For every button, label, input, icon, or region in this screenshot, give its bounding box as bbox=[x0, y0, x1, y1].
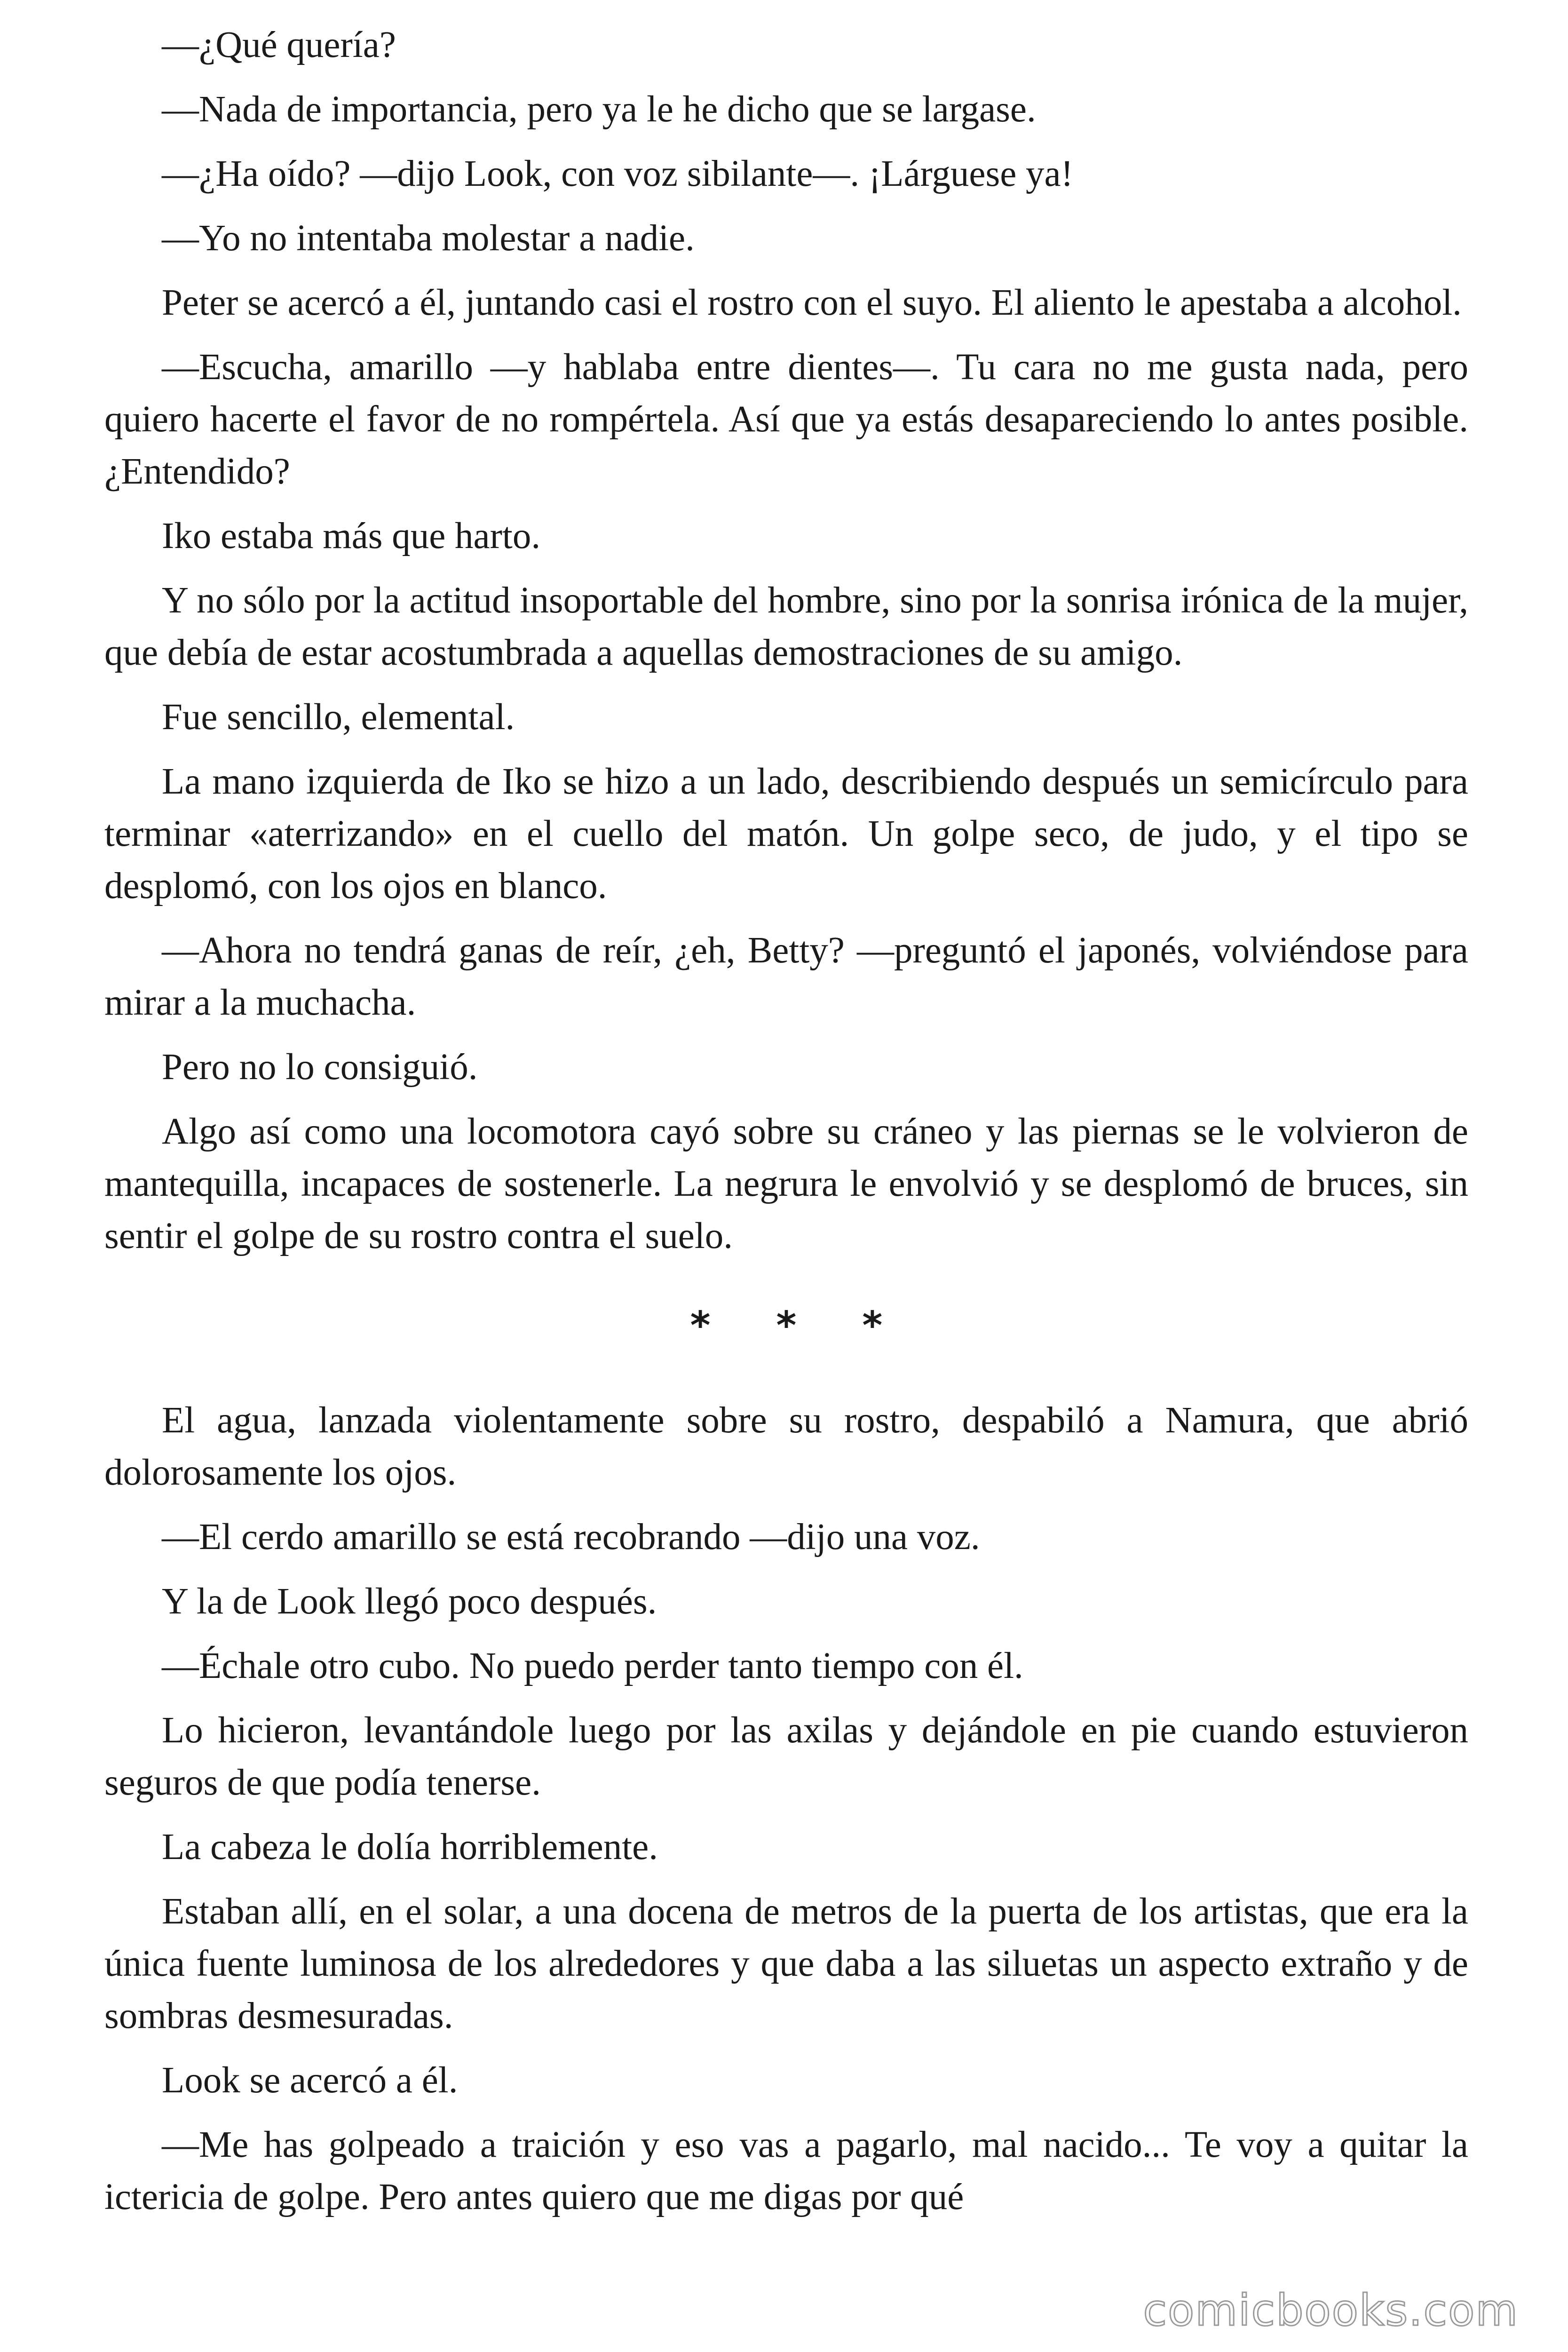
paragraph: Estaban allí, en el solar, a una docena de metros de la puerta de los artistas, que era la única fuente luminosa de los alrededores y que daba a las siluetas un aspecto extraño y de sombras desmesuradas. bbox=[104, 1891, 1468, 2036]
paragraph: La mano izquierda de Iko se hizo a un lado, describiendo después un semicírculo para terminar «aterrizando» en el cuello del matón. Un golpe seco, de judo, y el tipo se desplomó, con los ojos en blanco. bbox=[104, 761, 1468, 906]
paragraph: La cabeza le dolía horriblemente. bbox=[162, 1827, 658, 1867]
paragraph: —Yo no intentaba molestar a nadie. bbox=[162, 218, 695, 259]
paragraph: Algo así como una locomotora cayó sobre su cráneo y las piernas se le volvieron de mantequilla, incapaces de sostenerle. La negrura le envolvió y se desplomó de bruces, sin sentir el golpe de su rostro contra el suelo. bbox=[104, 1111, 1468, 1256]
paragraph: Y no sólo por la actitud insoportable del hombre, sino por la sonrisa irónica de la mujer, que debía de estar acostumbrada a aquellas demostraciones de su amigo. bbox=[104, 580, 1468, 673]
paragraph: Y la de Look llegó poco después. bbox=[162, 1581, 657, 1622]
paragraph: —Ahora no tendrá ganas de reír, ¿eh, Betty? —preguntó el japonés, volviéndose para mirar a la muchacha. bbox=[104, 930, 1468, 1023]
paragraph: —¿Qué quería? bbox=[162, 24, 396, 65]
paragraph: —Escucha, amarillo —y hablaba entre dientes—. Tu cara no me gusta nada, pero quiero hacerte el favor de no rompértela. Así que ya estás desapareciendo lo antes posible. ¿Entendido? bbox=[104, 347, 1468, 492]
scene-separator: *** bbox=[690, 1303, 949, 1348]
paragraph: El agua, lanzada violentamente sobre su rostro, despabiló a Namura, que abrió dolorosamente los ojos. bbox=[104, 1400, 1468, 1493]
paragraph: —Nada de importancia, pero ya le he dicho que se largase. bbox=[162, 89, 1036, 130]
paragraph: Look se acercó a él. bbox=[162, 2060, 458, 2101]
paragraph: —Échale otro cubo. No puedo perder tanto tiempo con él. bbox=[162, 1645, 1023, 1686]
paragraph: Pero no lo consiguió. bbox=[162, 1047, 478, 1088]
paragraph: Lo hicieron, levantándole luego por las axilas y dejándole en pie cuando estuvieron seguros de que podía tenerse. bbox=[104, 1710, 1468, 1803]
paragraph: Iko estaba más que harto. bbox=[162, 516, 541, 556]
paragraph: —Me has golpeado a traición y eso vas a pagarlo, mal nacido... Te voy a quitar la ictericia de golpe. Pero antes quiero que me digas por qué bbox=[104, 2124, 1468, 2217]
watermark-logo: comicbooks.com bbox=[1143, 2285, 1519, 2336]
paragraph: Peter se acercó a él, juntando casi el rostro con el suyo. El aliento le apestaba a alcohol. bbox=[162, 282, 1462, 323]
paragraph: Fue sencillo, elemental. bbox=[162, 697, 515, 738]
paragraph: —El cerdo amarillo se está recobrando —dijo una voz. bbox=[162, 1517, 980, 1557]
paragraph: —¿Ha oído? —dijo Look, con voz sibilante—. ¡Lárguese ya! bbox=[162, 153, 1073, 194]
text-body bbox=[104, 19, 1468, 2235]
